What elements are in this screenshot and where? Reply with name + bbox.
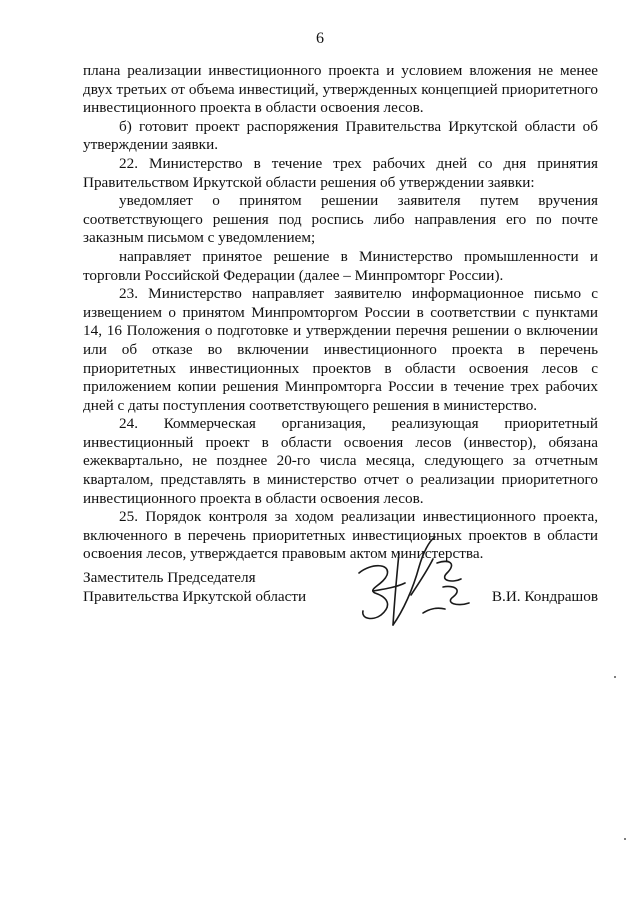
- handwritten-signature: [353, 533, 483, 633]
- paragraph-22-send: направляет принятое решение в Министерство промышленности и торговли Российской Федерации (далее – Минпромторг России).: [83, 247, 598, 284]
- paragraph-22: 22. Министерство в течение трех рабочих дней со дня принятия Правительством Иркутской области решения об утверждении заявки:: [83, 154, 598, 191]
- paragraph-25: 25. Порядок контроля за ходом реализации инвестиционного проекта, включенного в перечень приоритетных инвестиционных проектов в области освоения лесов, утверждается правовым актом министерства.: [83, 508, 598, 563]
- signatory-position-line-2: Правительства Иркутской области: [83, 588, 307, 605]
- paragraph-24: 24. Коммерческая организация, реализующая приоритетный инвестиционный проект в области освоения лесов (инвестор), обязана ежеквартально, не позднее 20-го числа месяца, следующего за отчетным кварталом, представлять в министерство отчет о реализации приоритетного инвестиционного проекта в области освоения лесов.: [83, 415, 598, 507]
- signatory-name: В.И. Кондрашов: [491, 588, 598, 605]
- signatory-position-line-1: Заместитель Председателя: [83, 569, 256, 586]
- paragraph-item-b: б) готовит проект распоряжения Правительства Иркутской области об утверждении заявки.: [83, 117, 598, 154]
- scan-speck: [624, 838, 626, 840]
- scan-speck: [614, 676, 616, 678]
- signatory-position: [83, 568, 306, 606]
- paragraph-22-notify: уведомляет о принятом решении заявителя путем вручения соответствующего решения под роспись либо направления его по почте заказным письмом с уведомлением;: [83, 192, 598, 247]
- page-number: 6: [316, 30, 324, 47]
- signature-block: [83, 568, 598, 638]
- document-body: [83, 62, 598, 564]
- paragraph-23: 23. Министерство направляет заявителю информационное письмо с извещением о принятом Минпромторгом России в соответствии с пунктами 14, 16 Положения о подготовке и утверждении перечня решении о включении или об отказе во включении инвестиционного проекта в перечень приоритетных инвестиционных проектов в области освоения лесов с приложением копии решения Минпромторга России в течение трех рабочих дней с даты поступления соответствующего решения в министерство.: [83, 285, 598, 414]
- paragraph-continuation: плана реализации инвестиционного проекта и условием вложения не менее двух третьих от объема инвестиций, утвержденных концепцией приоритетного инвестиционного проекта в области освоения лесов.: [83, 62, 598, 117]
